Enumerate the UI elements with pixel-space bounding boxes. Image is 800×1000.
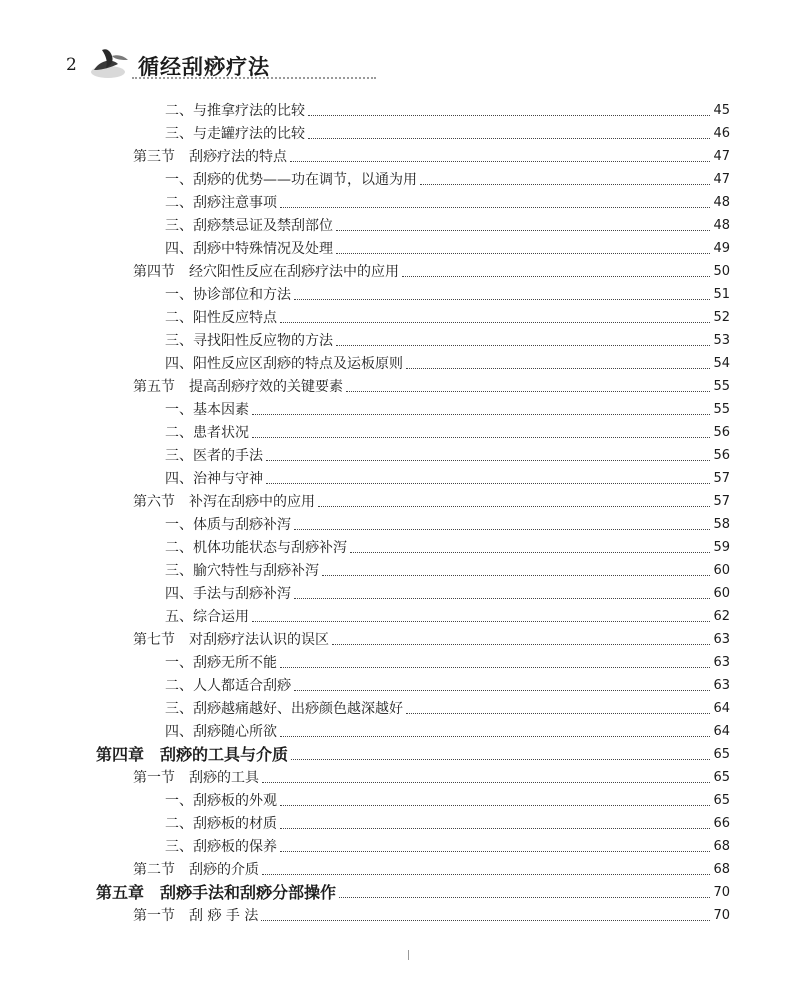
toc-subsection-entry	[165, 698, 730, 720]
dot-leader	[336, 345, 710, 346]
toc-entry-label: 三、寻找阳性反应物的方法	[165, 333, 333, 349]
toc-section-entry	[133, 376, 730, 398]
toc-entry-page: 70	[713, 908, 730, 923]
toc-entry-label: 一、基本因素	[165, 402, 249, 418]
toc-entry-page: 46	[713, 126, 730, 141]
toc-entry-page: 49	[713, 241, 730, 256]
toc-entry-label: 四、刮痧随心所欲	[165, 724, 277, 740]
toc-section-entry	[133, 905, 730, 927]
dot-leader	[308, 115, 710, 116]
dot-leader	[252, 414, 710, 415]
dot-leader	[262, 782, 710, 783]
toc-entry-label: 四、手法与刮痧补泻	[165, 586, 291, 602]
toc-entry-label: 一、体质与刮痧补泻	[165, 517, 291, 533]
page-number: 2	[66, 55, 77, 75]
toc-entry-label: 三、与走罐疗法的比较	[165, 126, 305, 142]
toc-subsection-entry	[165, 422, 730, 444]
toc-subsection-entry	[165, 721, 730, 743]
toc-entry-label: 第六节 补泻在刮痧中的应用	[133, 494, 315, 510]
toc-entry-label: 第四章 刮痧的工具与介质	[96, 745, 289, 764]
toc-entry-label: 三、腧穴特性与刮痧补泻	[165, 563, 319, 579]
toc-entry-page: 53	[713, 333, 730, 348]
dot-leader	[308, 138, 710, 139]
toc-entry-page: 57	[713, 471, 730, 486]
dot-leader	[332, 644, 710, 645]
dot-leader	[336, 230, 710, 231]
dot-leader	[280, 736, 710, 737]
toc-entry-label: 三、刮痧板的保养	[165, 839, 277, 855]
toc-entry-label: 一、刮痧板的外观	[165, 793, 277, 809]
toc-entry-page: 62	[713, 609, 730, 624]
toc-entry-page: 55	[713, 402, 730, 417]
toc-subsection-entry	[165, 813, 730, 835]
dot-leader	[420, 184, 710, 185]
toc-entry-page: 45	[713, 103, 730, 118]
toc-entry-label: 一、协诊部位和方法	[165, 287, 291, 303]
toc-entry-label: 第四节 经穴阳性反应在刮痧疗法中的应用	[133, 264, 399, 280]
toc-entry-label: 三、医者的手法	[165, 448, 263, 464]
dot-leader	[346, 391, 710, 392]
toc-entry-page: 47	[713, 149, 730, 164]
toc-entry-page: 65	[713, 747, 730, 762]
toc-entry-page: 51	[713, 287, 730, 302]
toc-entry-label: 四、阳性反应区刮痧的特点及运板原则	[165, 356, 403, 372]
toc-entry-label: 四、治神与守神	[165, 471, 263, 487]
toc-subsection-entry	[165, 583, 730, 605]
dot-leader	[262, 874, 710, 875]
toc-entry-page: 47	[713, 172, 730, 187]
toc-subsection-entry	[165, 836, 730, 858]
toc-subsection-entry	[165, 399, 730, 421]
toc-subsection-entry	[165, 514, 730, 536]
dot-leader	[280, 667, 710, 668]
dot-leader	[266, 460, 710, 461]
toc-entry-label: 第五节 提高刮痧疗效的关键要素	[133, 379, 343, 395]
toc-entry-page: 64	[713, 724, 730, 739]
toc-subsection-entry	[165, 307, 730, 329]
toc-entry-label: 一、刮痧无所不能	[165, 655, 277, 671]
toc-entry-label: 第七节 对刮痧疗法认识的误区	[133, 632, 329, 648]
toc-entry-page: 58	[713, 517, 730, 532]
toc-entry-page: 63	[713, 678, 730, 693]
dot-leader	[402, 276, 710, 277]
dot-leader	[252, 621, 710, 622]
toc-subsection-entry	[165, 100, 730, 122]
toc-entry-label: 二、人人都适合刮痧	[165, 678, 291, 694]
toc-entry-label: 四、刮痧中特殊情况及处理	[165, 241, 333, 257]
toc-subsection-entry	[165, 468, 730, 490]
toc-entry-label: 二、刮痧注意事项	[165, 195, 277, 211]
dot-leader	[294, 529, 710, 530]
toc-subsection-entry	[165, 537, 730, 559]
toc-chapter-entry	[96, 744, 730, 766]
toc-entry-label: 第五章 刮痧手法和刮痧分部操作	[96, 883, 337, 902]
toc-subsection-entry	[165, 353, 730, 375]
toc-entry-label: 三、刮痧越痛越好、出痧颜色越深越好	[165, 701, 403, 717]
toc-entry-page: 66	[713, 816, 730, 831]
toc-subsection-entry	[165, 445, 730, 467]
toc-entry-page: 54	[713, 356, 730, 371]
dot-leader	[291, 759, 710, 760]
dot-leader	[294, 690, 710, 691]
toc-entry-label: 五、综合运用	[165, 609, 249, 625]
toc-subsection-entry	[165, 560, 730, 582]
toc-section-entry	[133, 629, 730, 651]
toc-entry-page: 65	[713, 793, 730, 808]
toc-subsection-entry	[165, 652, 730, 674]
dot-leader	[336, 253, 710, 254]
toc-entry-label: 第二节 刮痧的介质	[133, 862, 259, 878]
toc-entry-page: 65	[713, 770, 730, 785]
toc-entry-page: 48	[713, 195, 730, 210]
toc-subsection-entry	[165, 675, 730, 697]
dot-leader	[406, 368, 710, 369]
toc-entry-page: 60	[713, 586, 730, 601]
ink-brush-logo-icon	[88, 46, 132, 80]
toc-entry-label: 第一节 刮痧的工具	[133, 770, 259, 786]
dot-leader	[322, 575, 710, 576]
dot-leader	[261, 920, 710, 921]
toc-entry-page: 57	[713, 494, 730, 509]
dot-leader	[294, 299, 710, 300]
toc-entry-label: 三、刮痧禁忌证及禁刮部位	[165, 218, 333, 234]
dot-leader	[280, 828, 710, 829]
toc-entry-page: 56	[713, 448, 730, 463]
toc-subsection-entry	[165, 192, 730, 214]
page-marker	[408, 950, 412, 960]
dot-leader	[252, 437, 710, 438]
toc-entry-label: 二、与推拿疗法的比较	[165, 103, 305, 119]
toc-subsection-entry	[165, 330, 730, 352]
toc-subsection-entry	[165, 238, 730, 260]
page-header	[56, 40, 326, 86]
dot-leader	[290, 161, 710, 162]
toc-section-entry	[133, 491, 730, 513]
toc-entry-label: 二、阳性反应特点	[165, 310, 277, 326]
header-divider	[132, 77, 376, 79]
toc-entry-label: 二、刮痧板的材质	[165, 816, 277, 832]
dot-leader	[294, 598, 710, 599]
toc-subsection-entry	[165, 215, 730, 237]
toc-entry-page: 59	[713, 540, 730, 555]
toc-entry-page: 68	[713, 839, 730, 854]
toc-entry-label: 一、刮痧的优势——功在调节，以通为用	[165, 172, 417, 188]
toc-section-entry	[133, 261, 730, 283]
toc-entry-page: 64	[713, 701, 730, 716]
toc-subsection-entry	[165, 123, 730, 145]
dot-leader	[318, 506, 710, 507]
toc-entry-label: 第一节 刮 痧 手 法	[133, 908, 259, 924]
dot-leader	[339, 897, 710, 898]
dot-leader	[280, 207, 710, 208]
toc-entry-page: 63	[713, 632, 730, 647]
dot-leader	[280, 805, 710, 806]
toc-subsection-entry	[165, 169, 730, 191]
toc-subsection-entry	[165, 790, 730, 812]
dot-leader	[266, 483, 710, 484]
toc-entry-page: 60	[713, 563, 730, 578]
toc-entry-page: 48	[713, 218, 730, 233]
dot-leader	[350, 552, 710, 553]
toc-entry-label: 第三节 刮痧疗法的特点	[133, 149, 287, 165]
dot-leader	[280, 851, 710, 852]
dot-leader	[406, 713, 710, 714]
toc-section-entry	[133, 859, 730, 881]
toc-entry-page: 55	[713, 379, 730, 394]
toc-entry-page: 70	[713, 885, 730, 900]
toc-entry-page: 52	[713, 310, 730, 325]
toc-chapter-entry	[96, 882, 730, 904]
toc-entry-page: 56	[713, 425, 730, 440]
toc-entry-label: 二、患者状况	[165, 425, 249, 441]
toc-entry-page: 68	[713, 862, 730, 877]
book-title: 循经刮痧疗法	[138, 55, 270, 79]
toc-subsection-entry	[165, 606, 730, 628]
toc-entry-page: 63	[713, 655, 730, 670]
toc-section-entry	[133, 146, 730, 168]
toc-section-entry	[133, 767, 730, 789]
toc-entry-page: 50	[713, 264, 730, 279]
toc-subsection-entry	[165, 284, 730, 306]
dot-leader	[280, 322, 710, 323]
toc-entry-label: 二、机体功能状态与刮痧补泻	[165, 540, 347, 556]
